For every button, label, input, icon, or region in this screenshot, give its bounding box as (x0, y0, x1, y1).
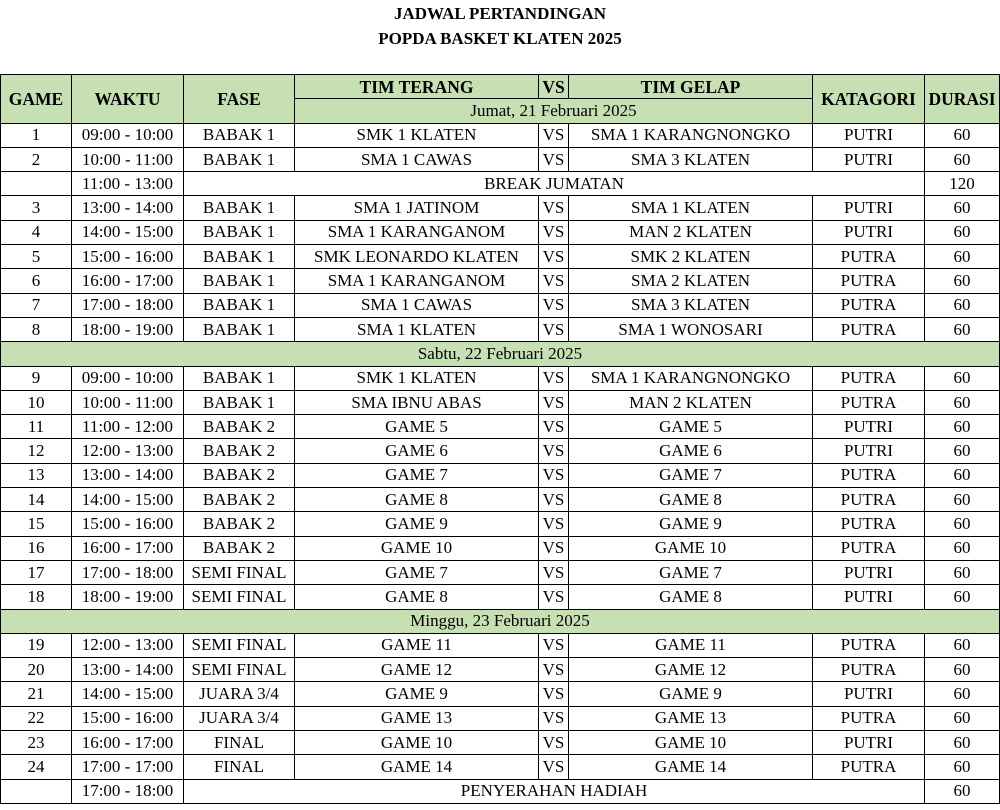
cell-katagori: PUTRA (813, 755, 925, 779)
cell-katagori: PUTRA (813, 706, 925, 730)
cell-tim-gelap: GAME 8 (569, 488, 813, 512)
cell-durasi: 60 (925, 658, 1000, 682)
cell-fase: BABAK 2 (184, 512, 295, 536)
cell-waktu: 09:00 - 10:00 (72, 366, 184, 390)
cell-waktu: 10:00 - 11:00 (72, 390, 184, 414)
cell-game: 17 (1, 560, 72, 584)
cell-game (1, 172, 72, 196)
cell-game: 5 (1, 245, 72, 269)
day-label-3: Minggu, 23 Februari 2025 (1, 609, 1000, 633)
table-row (1, 390, 1000, 414)
cell-durasi: 60 (925, 488, 1000, 512)
header-katagori: KATAGORI (813, 75, 925, 124)
cell-waktu: 17:00 - 17:00 (72, 755, 184, 779)
cell-game: 22 (1, 706, 72, 730)
table-row (1, 463, 1000, 487)
cell-vs: VS (539, 755, 569, 779)
cell-durasi: 60 (925, 415, 1000, 439)
cell-fase: BABAK 2 (184, 536, 295, 560)
table-row (1, 245, 1000, 269)
day-row (1, 342, 1000, 366)
cell-tim-gelap: MAN 2 KLATEN (569, 390, 813, 414)
break-label: BREAK JUMATAN (184, 172, 925, 196)
table-row (1, 512, 1000, 536)
cell-durasi: 60 (925, 706, 1000, 730)
cell-waktu: 13:00 - 14:00 (72, 658, 184, 682)
header-vs: VS (539, 75, 569, 99)
cell-fase: SEMI FINAL (184, 560, 295, 584)
header-tim-gelap: TIM GELAP (569, 75, 813, 99)
day-label-2: Sabtu, 22 Februari 2025 (1, 342, 1000, 366)
cell-tim-terang: SMK 1 KLATEN (295, 366, 539, 390)
cell-vs: VS (539, 220, 569, 244)
cell-vs: VS (539, 731, 569, 755)
cell-tim-terang: GAME 13 (295, 706, 539, 730)
cell-fase: JUARA 3/4 (184, 706, 295, 730)
table-row (1, 415, 1000, 439)
cell-game: 10 (1, 390, 72, 414)
cell-tim-gelap: SMA 1 KLATEN (569, 196, 813, 220)
cell-vs: VS (539, 293, 569, 317)
cell-katagori: PUTRA (813, 463, 925, 487)
cell-vs: VS (539, 706, 569, 730)
cell-durasi: 60 (925, 755, 1000, 779)
cell-waktu: 11:00 - 13:00 (72, 172, 184, 196)
cell-tim-gelap: GAME 14 (569, 755, 813, 779)
cell-durasi: 60 (925, 196, 1000, 220)
cell-fase: BABAK 1 (184, 390, 295, 414)
cell-tim-terang: GAME 12 (295, 658, 539, 682)
cell-katagori: PUTRA (813, 390, 925, 414)
cell-vs: VS (539, 317, 569, 341)
cell-tim-terang: GAME 10 (295, 536, 539, 560)
cell-tim-terang: GAME 8 (295, 585, 539, 609)
cell-durasi: 60 (925, 245, 1000, 269)
cell-game: 15 (1, 512, 72, 536)
cell-durasi: 60 (925, 512, 1000, 536)
cell-durasi: 60 (925, 536, 1000, 560)
table-row (1, 731, 1000, 755)
cell-fase: BABAK 1 (184, 293, 295, 317)
cell-tim-terang: GAME 11 (295, 633, 539, 657)
table-row (1, 682, 1000, 706)
cell-tim-terang: GAME 6 (295, 439, 539, 463)
cell-vs: VS (539, 658, 569, 682)
day-row (1, 609, 1000, 633)
cell-game: 24 (1, 755, 72, 779)
cell-katagori: PUTRA (813, 366, 925, 390)
cell-tim-gelap: GAME 5 (569, 415, 813, 439)
cell-tim-terang: GAME 5 (295, 415, 539, 439)
day-label-1: Jumat, 21 Februari 2025 (295, 99, 813, 123)
cell-vs: VS (539, 196, 569, 220)
cell-waktu: 14:00 - 15:00 (72, 682, 184, 706)
cell-tim-gelap: GAME 11 (569, 633, 813, 657)
cell-durasi: 60 (925, 390, 1000, 414)
cell-durasi: 60 (925, 123, 1000, 147)
cell-game: 2 (1, 147, 72, 171)
cell-fase: BABAK 2 (184, 488, 295, 512)
break-row (1, 172, 1000, 196)
cell-katagori: PUTRI (813, 682, 925, 706)
cell-game: 14 (1, 488, 72, 512)
cell-game: 1 (1, 123, 72, 147)
header-durasi: DURASI (925, 75, 1000, 124)
cell-game: 13 (1, 463, 72, 487)
header-fase: FASE (184, 75, 295, 124)
closing-row (1, 779, 1000, 803)
cell-fase: BABAK 2 (184, 415, 295, 439)
cell-tim-terang: SMA 1 KARANGANOM (295, 220, 539, 244)
cell-fase: SEMI FINAL (184, 658, 295, 682)
cell-vs: VS (539, 415, 569, 439)
cell-game: 8 (1, 317, 72, 341)
cell-durasi: 60 (925, 147, 1000, 171)
cell-tim-terang: SMK 1 KLATEN (295, 123, 539, 147)
cell-fase: BABAK 1 (184, 123, 295, 147)
cell-katagori: PUTRA (813, 293, 925, 317)
table-row (1, 147, 1000, 171)
cell-katagori: PUTRA (813, 658, 925, 682)
schedule-table (0, 74, 1000, 804)
cell-game: 12 (1, 439, 72, 463)
cell-game: 19 (1, 633, 72, 657)
cell-waktu: 15:00 - 16:00 (72, 245, 184, 269)
cell-waktu: 16:00 - 17:00 (72, 269, 184, 293)
cell-tim-gelap: SMK 2 KLATEN (569, 245, 813, 269)
cell-tim-terang: SMA IBNU ABAS (295, 390, 539, 414)
cell-tim-gelap: GAME 6 (569, 439, 813, 463)
cell-tim-terang: SMA 1 KARANGANOM (295, 269, 539, 293)
cell-game: 16 (1, 536, 72, 560)
table-row (1, 560, 1000, 584)
cell-tim-gelap: GAME 7 (569, 560, 813, 584)
cell-tim-gelap: GAME 10 (569, 536, 813, 560)
cell-tim-gelap: GAME 10 (569, 731, 813, 755)
cell-waktu: 14:00 - 15:00 (72, 488, 184, 512)
cell-fase: BABAK 1 (184, 196, 295, 220)
cell-katagori: PUTRA (813, 488, 925, 512)
table-row (1, 706, 1000, 730)
cell-waktu: 17:00 - 18:00 (72, 779, 184, 803)
cell-katagori: PUTRI (813, 415, 925, 439)
cell-fase: BABAK 1 (184, 245, 295, 269)
cell-waktu: 10:00 - 11:00 (72, 147, 184, 171)
cell-waktu: 15:00 - 16:00 (72, 512, 184, 536)
table-row (1, 439, 1000, 463)
cell-fase: BABAK 1 (184, 269, 295, 293)
cell-durasi: 60 (925, 366, 1000, 390)
cell-tim-terang: GAME 7 (295, 463, 539, 487)
cell-tim-terang: GAME 14 (295, 755, 539, 779)
cell-durasi: 60 (925, 779, 1000, 803)
cell-waktu: 17:00 - 18:00 (72, 560, 184, 584)
cell-game: 23 (1, 731, 72, 755)
cell-katagori: PUTRA (813, 245, 925, 269)
cell-durasi: 60 (925, 560, 1000, 584)
table-row (1, 658, 1000, 682)
cell-fase: BABAK 1 (184, 220, 295, 244)
cell-tim-terang: SMA 1 KLATEN (295, 317, 539, 341)
page-subtitle: POPDA BASKET KLATEN 2025 (378, 29, 622, 48)
cell-vs: VS (539, 439, 569, 463)
cell-game (1, 779, 72, 803)
cell-durasi: 120 (925, 172, 1000, 196)
cell-game: 4 (1, 220, 72, 244)
cell-tim-terang: GAME 9 (295, 512, 539, 536)
cell-fase: SEMI FINAL (184, 633, 295, 657)
cell-tim-terang: SMA 1 JATINOM (295, 196, 539, 220)
cell-katagori: PUTRI (813, 731, 925, 755)
cell-katagori: PUTRA (813, 536, 925, 560)
cell-fase: FINAL (184, 755, 295, 779)
cell-vs: VS (539, 147, 569, 171)
cell-durasi: 60 (925, 269, 1000, 293)
cell-vs: VS (539, 633, 569, 657)
cell-waktu: 18:00 - 19:00 (72, 585, 184, 609)
table-row (1, 633, 1000, 657)
cell-katagori: PUTRA (813, 269, 925, 293)
cell-katagori: PUTRI (813, 196, 925, 220)
cell-katagori: PUTRA (813, 633, 925, 657)
cell-waktu: 18:00 - 19:00 (72, 317, 184, 341)
cell-tim-gelap: SMA 1 WONOSARI (569, 317, 813, 341)
closing-label: PENYERAHAN HADIAH (184, 779, 925, 803)
cell-katagori: PUTRI (813, 123, 925, 147)
cell-tim-gelap: SMA 1 KARANGNONGKO (569, 123, 813, 147)
cell-waktu: 12:00 - 13:00 (72, 439, 184, 463)
cell-waktu: 15:00 - 16:00 (72, 706, 184, 730)
cell-waktu: 13:00 - 14:00 (72, 463, 184, 487)
cell-durasi: 60 (925, 463, 1000, 487)
cell-durasi: 60 (925, 439, 1000, 463)
cell-waktu: 11:00 - 12:00 (72, 415, 184, 439)
cell-waktu: 16:00 - 17:00 (72, 536, 184, 560)
cell-game: 9 (1, 366, 72, 390)
cell-durasi: 60 (925, 220, 1000, 244)
cell-katagori: PUTRI (813, 147, 925, 171)
cell-tim-gelap: MAN 2 KLATEN (569, 220, 813, 244)
cell-tim-terang: GAME 9 (295, 682, 539, 706)
cell-game: 3 (1, 196, 72, 220)
table-row (1, 196, 1000, 220)
header-waktu: WAKTU (72, 75, 184, 124)
cell-durasi: 60 (925, 293, 1000, 317)
cell-durasi: 60 (925, 317, 1000, 341)
header-game: GAME (1, 75, 72, 124)
cell-tim-gelap: GAME 8 (569, 585, 813, 609)
cell-vs: VS (539, 512, 569, 536)
cell-tim-gelap: SMA 3 KLATEN (569, 147, 813, 171)
cell-durasi: 60 (925, 633, 1000, 657)
cell-vs: VS (539, 536, 569, 560)
cell-waktu: 17:00 - 18:00 (72, 293, 184, 317)
cell-vs: VS (539, 123, 569, 147)
cell-vs: VS (539, 390, 569, 414)
cell-tim-terang: GAME 10 (295, 731, 539, 755)
cell-waktu: 16:00 - 17:00 (72, 731, 184, 755)
cell-game: 21 (1, 682, 72, 706)
cell-vs: VS (539, 245, 569, 269)
cell-tim-terang: SMA 1 CAWAS (295, 147, 539, 171)
cell-tim-gelap: SMA 1 KARANGNONGKO (569, 366, 813, 390)
table-row (1, 536, 1000, 560)
cell-vs: VS (539, 269, 569, 293)
cell-game: 7 (1, 293, 72, 317)
cell-durasi: 60 (925, 682, 1000, 706)
cell-vs: VS (539, 585, 569, 609)
cell-tim-gelap: GAME 13 (569, 706, 813, 730)
header-tim-terang: TIM TERANG (295, 75, 539, 99)
cell-katagori: PUTRI (813, 220, 925, 244)
table-row (1, 220, 1000, 244)
cell-game: 18 (1, 585, 72, 609)
cell-durasi: 60 (925, 731, 1000, 755)
cell-fase: JUARA 3/4 (184, 682, 295, 706)
cell-game: 6 (1, 269, 72, 293)
cell-katagori: PUTRI (813, 585, 925, 609)
cell-fase: BABAK 1 (184, 317, 295, 341)
cell-vs: VS (539, 463, 569, 487)
cell-waktu: 09:00 - 10:00 (72, 123, 184, 147)
cell-tim-terang: GAME 8 (295, 488, 539, 512)
cell-waktu: 14:00 - 15:00 (72, 220, 184, 244)
cell-fase: FINAL (184, 731, 295, 755)
table-row (1, 317, 1000, 341)
cell-vs: VS (539, 560, 569, 584)
table-row (1, 755, 1000, 779)
cell-tim-gelap: SMA 3 KLATEN (569, 293, 813, 317)
cell-katagori: PUTRI (813, 560, 925, 584)
cell-durasi: 60 (925, 585, 1000, 609)
page-title: JADWAL PERTANDINGAN (393, 4, 607, 23)
cell-katagori: PUTRA (813, 317, 925, 341)
cell-tim-gelap: GAME 9 (569, 682, 813, 706)
header-row (1, 75, 1000, 99)
cell-waktu: 12:00 - 13:00 (72, 633, 184, 657)
cell-fase: BABAK 2 (184, 463, 295, 487)
cell-vs: VS (539, 488, 569, 512)
cell-fase: SEMI FINAL (184, 585, 295, 609)
table-row (1, 293, 1000, 317)
cell-tim-terang: SMA 1 CAWAS (295, 293, 539, 317)
cell-tim-terang: SMK LEONARDO KLATEN (295, 245, 539, 269)
table-row (1, 269, 1000, 293)
cell-game: 11 (1, 415, 72, 439)
cell-fase: BABAK 1 (184, 147, 295, 171)
cell-game: 20 (1, 658, 72, 682)
cell-waktu: 13:00 - 14:00 (72, 196, 184, 220)
cell-tim-gelap: GAME 7 (569, 463, 813, 487)
cell-katagori: PUTRI (813, 439, 925, 463)
cell-tim-terang: GAME 7 (295, 560, 539, 584)
cell-fase: BABAK 1 (184, 366, 295, 390)
cell-tim-gelap: GAME 12 (569, 658, 813, 682)
cell-tim-gelap: GAME 9 (569, 512, 813, 536)
table-row (1, 366, 1000, 390)
table-row (1, 123, 1000, 147)
cell-tim-gelap: SMA 2 KLATEN (569, 269, 813, 293)
cell-vs: VS (539, 366, 569, 390)
cell-katagori: PUTRA (813, 512, 925, 536)
cell-fase: BABAK 2 (184, 439, 295, 463)
cell-vs: VS (539, 682, 569, 706)
table-row (1, 585, 1000, 609)
table-row (1, 488, 1000, 512)
